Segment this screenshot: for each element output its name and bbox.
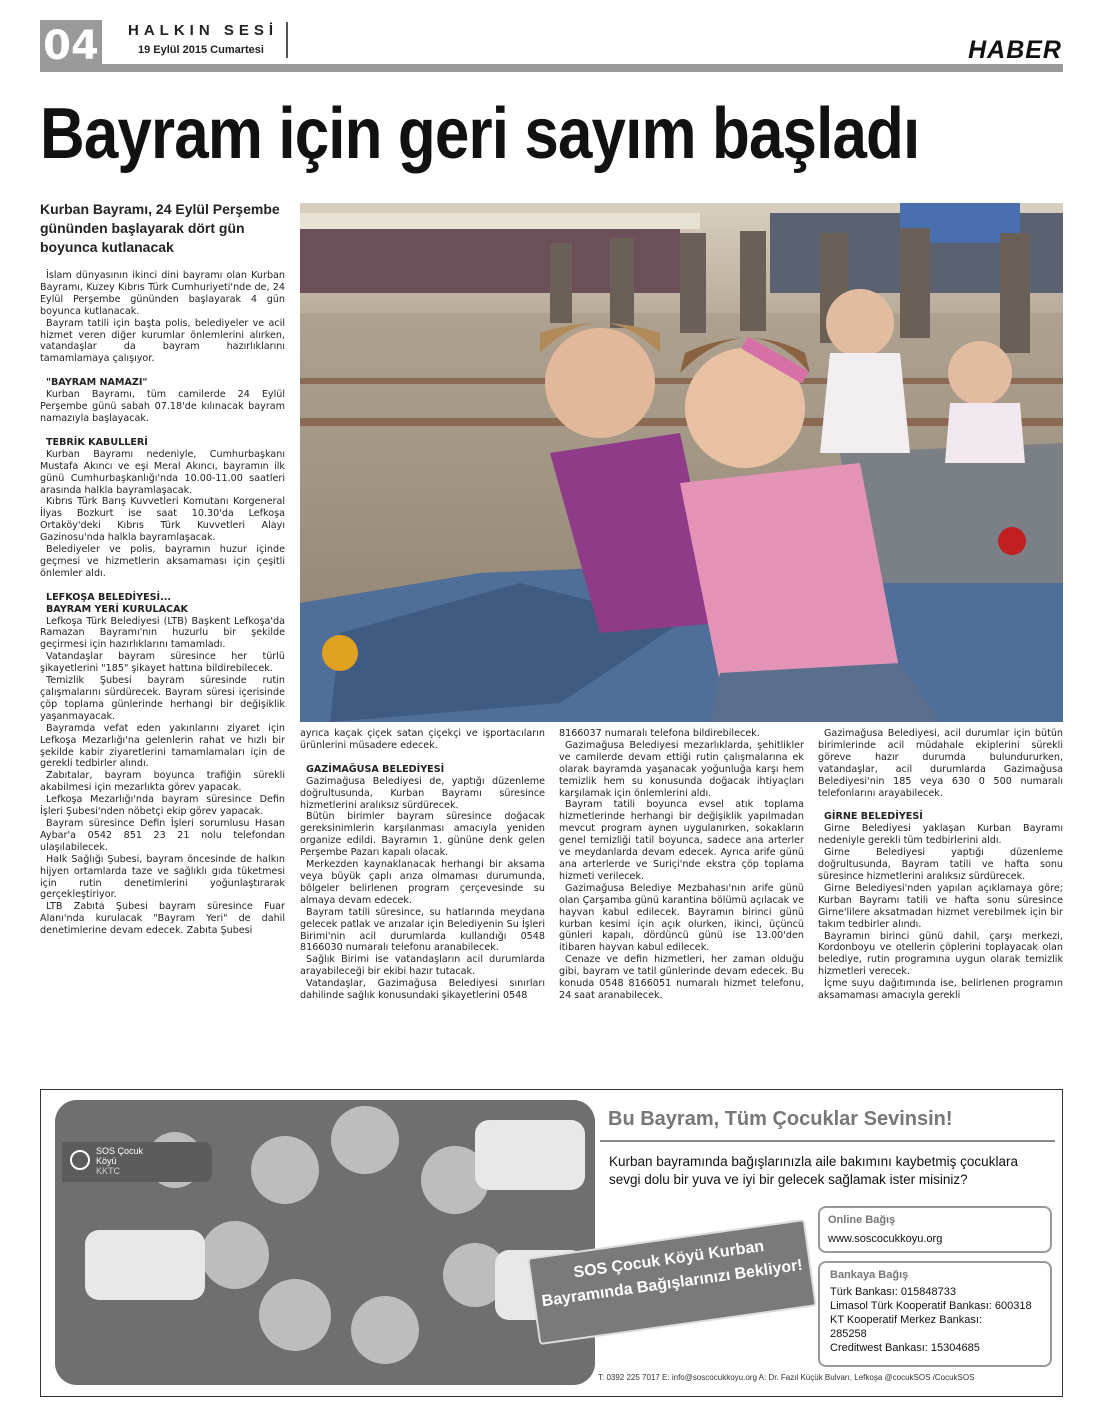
paragraph: Merkezden kaynaklanacak herhangi bir aksama veya büyük çaplı arıza olmaması durumunda, bölgeler belirlenen program çerçevesinde su almaya devam edecek. [300,859,545,906]
paragraph: İslam dünyasının ikinci dini bayramı olan Kurban Bayramı, Kuzey Kıbrıs Türk Cumhuriyeti'nde de, 24 Eylül Perşembe gününden başlayarak 4 gün boyunca kutlanacak. [40,270,285,317]
paragraph: Kurban Bayramı nedeniyle, Cumhurbaşkanı Mustafa Akıncı ve eşi Meral Akıncı, bayramın ilk günü Cumhurbaşkanlığı'nda 10.00-11.00 saatleri arasında halkla bayramlaşacak. [40,448,285,496]
paragraph: Bayramda vefat eden yakınlarını ziyaret için Lefkoşa Mezarlığı'na gelenlerin rahat ve hızlı bir şekilde kabir ziyaretlerini tamamlamaları için de gerekli tedbirler alındı. [40,722,285,770]
paragraph: İçme suyu dağıtımında ise, belirlenen programın aksamaması amacıyla gerekli [818,978,1063,1002]
bank-entry: Limasol Türk Kooperatif Bankası: 600318 [830,1300,1032,1312]
article-column-3 [559,728,804,1002]
page-number: 04 [40,20,102,72]
subheading: TEBRİK KABULLERİ [46,436,148,448]
paragraph: Bayram tatili boyunca evsel atık toplama hizmetlerinde herhangi bir değişiklik yapılmadan mevcut program aynen uygulanırken, sokakların genel temizliği tatil boyunca, sadece ana arterler ve meydanlarda devam edecek. Ayrıca arife günü ana arterlerde ve Suriçi'nde ekstra çöp toplama hizmeti verilecek. [559,799,804,882]
paragraph: Bütün birimler bayram süresince doğacak gereksinimlerin karşılanması amacıyla yeniden organize edildi. Bayramın 1. gününe denk gelen Perşembe Pazarı kapalı olacak. [300,811,545,859]
ad-title-rule [600,1140,1055,1142]
paragraph: Halk Sağlığı Şubesi, bayram öncesinde de halkın hijyen ortamlarda taze ve sağlıklı gıda tüketmesi için rutin denetimlerini yoğunlaştırarak gerçekleştiriyor. [40,853,285,901]
article-column-4 [818,728,1063,1002]
paragraph: Girne Belediyesi'nden yapılan açıklamaya göre; Kurban Bayramı tatili ve hafta sonu süresince Girne'lilere aksatmadan hizmet verebilmek için bir takım tedbirler alındı. [818,882,1063,930]
ad-text: Kurban bayramında bağışlarınızla aile bakımını kaybetmiş çocuklara sevgi dolu bir yuva ve iyi bir gelecek sağlamak ister misiniz? [609,1154,1018,1187]
children-on-ride-photo [300,203,1063,722]
paragraph: Temizlik Şubesi bayram süresinde rutin çalışmalarını sürdürecek. Bayram süresi içerisinde çöp toplama günlerinde herhangi bir değişiklik yaşanmayacak. [40,675,285,722]
header-rule [40,64,1063,72]
masthead-divider [286,22,288,58]
subheadline: Kurban Bayramı, 24 Eylül Perşembe gününden başlayarak dört gün boyunca kutlanacak [40,201,280,255]
paragraph: Bayram süresince Defin İşleri sorumlusu Hasan Aybar'a 0542 851 23 21 nolu telefondan ulaşılabilecek. [40,817,285,853]
logo-line-3: KKTC [96,1166,121,1176]
paragraph: Bayram tatili için başta polis, belediyeler ve acil hizmet veren diğer kurumlar önlemlerini alırken, vatandaşlar da bayram hazırlıklarını tamamlamaya çalışıyor. [40,317,285,365]
paragraph: 8166037 numaralı telefona bildirebilecek. [559,728,760,739]
paragraph: Girne Belediyesi yaptığı düzenleme doğrultusunda, Bayram tatili ve hafta sonu süresince hizmetlerini aralıksız sürdürecek. [818,847,1063,882]
paragraph: Sağlık Birimi ise vatandaşların acil durumlarda arayabileceği bir ekibi hazır tutacak. [300,954,545,978]
ad-contact-footer: T: 0392 225 7017 E: info@soscocukkoyu.org A: Dr. Fazıl Küçük Bulvarı, Lefkoşa @cocukSOS /CocukSOS [598,1373,975,1382]
subheading: GİRNE BELEDİYESİ [824,811,923,823]
subheading: GAZİMAĞUSA BELEDİYESİ [306,763,445,775]
paragraph: Belediyeler ve polis, bayramın huzur içinde geçmesi ve hizmetlerin aksamaması için çeşitli önlemler aldı. [40,544,285,579]
paragraph: Girne Belediyesi yaklaşan Kurban Bayramı nedeniyle gerekli tüm tedbirlerini aldı. [818,823,1063,847]
bank-entry: Türk Bankası: 015848733 [830,1286,956,1298]
bank-entry: 285258 [830,1328,867,1340]
paragraph: Kıbrıs Türk Barış Kuvvetleri Komutanı Korgeneral İlyas Bozkurt ise saat 10.30'da Lefkoşa Ortaköy'deki Kıbrıs Türk Kuvvetleri Alayı Gazinosu'nda halkla bayramlaşacak. [40,496,285,544]
article-column-1 [40,270,285,937]
paragraph: Zabıtalar, bayram boyunca trafiğin sürekli akabilmesi için mezarlıkta görev yapacak. [40,770,285,794]
online-donation-box [818,1206,1052,1253]
paragraph: Vatandaşlar bayram süresince her türlü şikayetlerini "185" şikayet hattına bildirebilecek. [40,651,285,675]
sos-logo-icon [70,1150,90,1170]
ad-banner: SOS Çocuk Köyü Kurban Bayramında Bağışlarınızı Bekliyor! [527,1219,817,1345]
paragraph: Gazimağusa Belediye Mezbahası'nın arife günü olan Çarşamba günü karantina bölümü açılacak ve hayvan kabul edilecek. Bayramın birinci günü kurban kesimi için açık olurken, ikinci, üçüncü günleri kapalı, dördüncü günü ise 13.00'den itibaren hayvan kabul edilecek. [559,882,804,954]
bank-entry: Creditwest Bankası: 15304685 [830,1342,980,1354]
paragraph: Cenaze ve defin hizmetleri, her zaman olduğu gibi, bayram ve tatil günlerinde devam edecek. Bu konuda 0548 8166051 numaralı hizmet telefonu, 24 saat aranabilecek. [559,954,804,1001]
paragraph: Lefkoşa Mezarlığı'nda bayram süresince Defin İşleri Şubesi'nden nöbetçi ekip görev yapacak. [40,794,285,818]
section-label: HABER [968,36,1062,64]
bank-donation-box [818,1261,1052,1367]
article-column-2 [300,728,545,1002]
paragraph: ayrıca kaçak çiçek satan çiçekçi ve işportacıların ürünlerini müsadere edecek. [300,728,545,751]
logo-line-2: Köyü [96,1156,117,1166]
paragraph: Bayramın birinci günü dahil, çarşı merkezi, Kordonboyu ve otellerin çöplerini toplayacak olan belediye, rutin programına uygun olarak temizlik hizmetleri verecek. [818,930,1063,978]
subheading: "BAYRAM NAMAZI" [46,377,148,389]
online-label: Online Bağış [828,1214,896,1226]
logo-line-1: SOS Çocuk [96,1146,144,1156]
sos-logo [62,1142,212,1182]
issue-date: 19 Eylül 2015 Cumartesi [138,44,264,56]
online-url[interactable]: www.soscocukkoyu.org [828,1233,943,1245]
paragraph: LTB Zabıta Şubesi bayram süresince Fuar Alanı'nda kurulacak "Bayram Yeri" de dahil denetimlerine devam edecek. Zabıta Şubesi [40,901,285,937]
paragraph: Kurban Bayramı, tüm camilerde 24 Eylül Perşembe günü sabah 07.18'de kılınacak bayram namazıyla başlayacak. [40,389,285,424]
paragraph: Gazimağusa Belediyesi mezarlıklarda, şehitlikler ve camilerde devam ettiği rutin çalışmalarına ek olarak bayramda yaşanacak yoğunluğa karşı hem temizlik hem su konusunda doğacak ihtiyaçları karşılamak için önlemlerini aldı. [559,739,804,799]
paragraph: Gazimağusa Belediyesi, acil durumlar için bütün birimlerinde acil müdahale ekiplerini sürekli göreve hazır durumda bulundururken, vatandaşlar, acil durumlarda Gazimağusa Belediyesi'nin 185 veya 630 0 500 numaralı telefonlarını arayabilecek. [818,728,1063,799]
headline: Bayram için geri sayım başladı [40,94,920,174]
paragraph: Vatandaşlar, Gazimağusa Belediyesi sınırları dahilinde sağlık konusundaki şikayetlerini 0548 [300,978,545,1002]
ad-title: Bu Bayram, Tüm Çocuklar Sevinsin! [608,1108,953,1130]
bank-label: Bankaya Bağış [830,1269,909,1281]
paragraph: Gazimağusa Belediyesi de, yaptığı düzenleme doğrultusunda, Kurban Bayramı süresince hizmetlerini aralıksız sürdürecek. [300,775,545,811]
subheading: BAYRAM YERİ KURULACAK [46,603,188,615]
bank-entry: KT Kooperatif Merkez Bankası: [830,1314,983,1326]
bank-list [830,1285,1032,1355]
paragraph: Bayram tatili süresince, su hatlarında meydana gelecek patlak ve arızalar için Belediyenin Su İşleri Birimi'nin acil durumlarda kullandığı 0548 8166030 numaralı telefonu aranabilecek. [300,906,545,954]
subheading: LEFKOŞA BELEDİYESİ... [46,591,172,603]
article-photo [300,203,1063,722]
paragraph: Lefkoşa Türk Belediyesi (LTB) Başkent Lefkoşa'da Ramazan Bayramı'nın huzurlu bir şekilde geçirmesi için hazırlıklarını tamamladı. [40,615,285,651]
masthead: HALKIN SESİ [128,22,279,39]
